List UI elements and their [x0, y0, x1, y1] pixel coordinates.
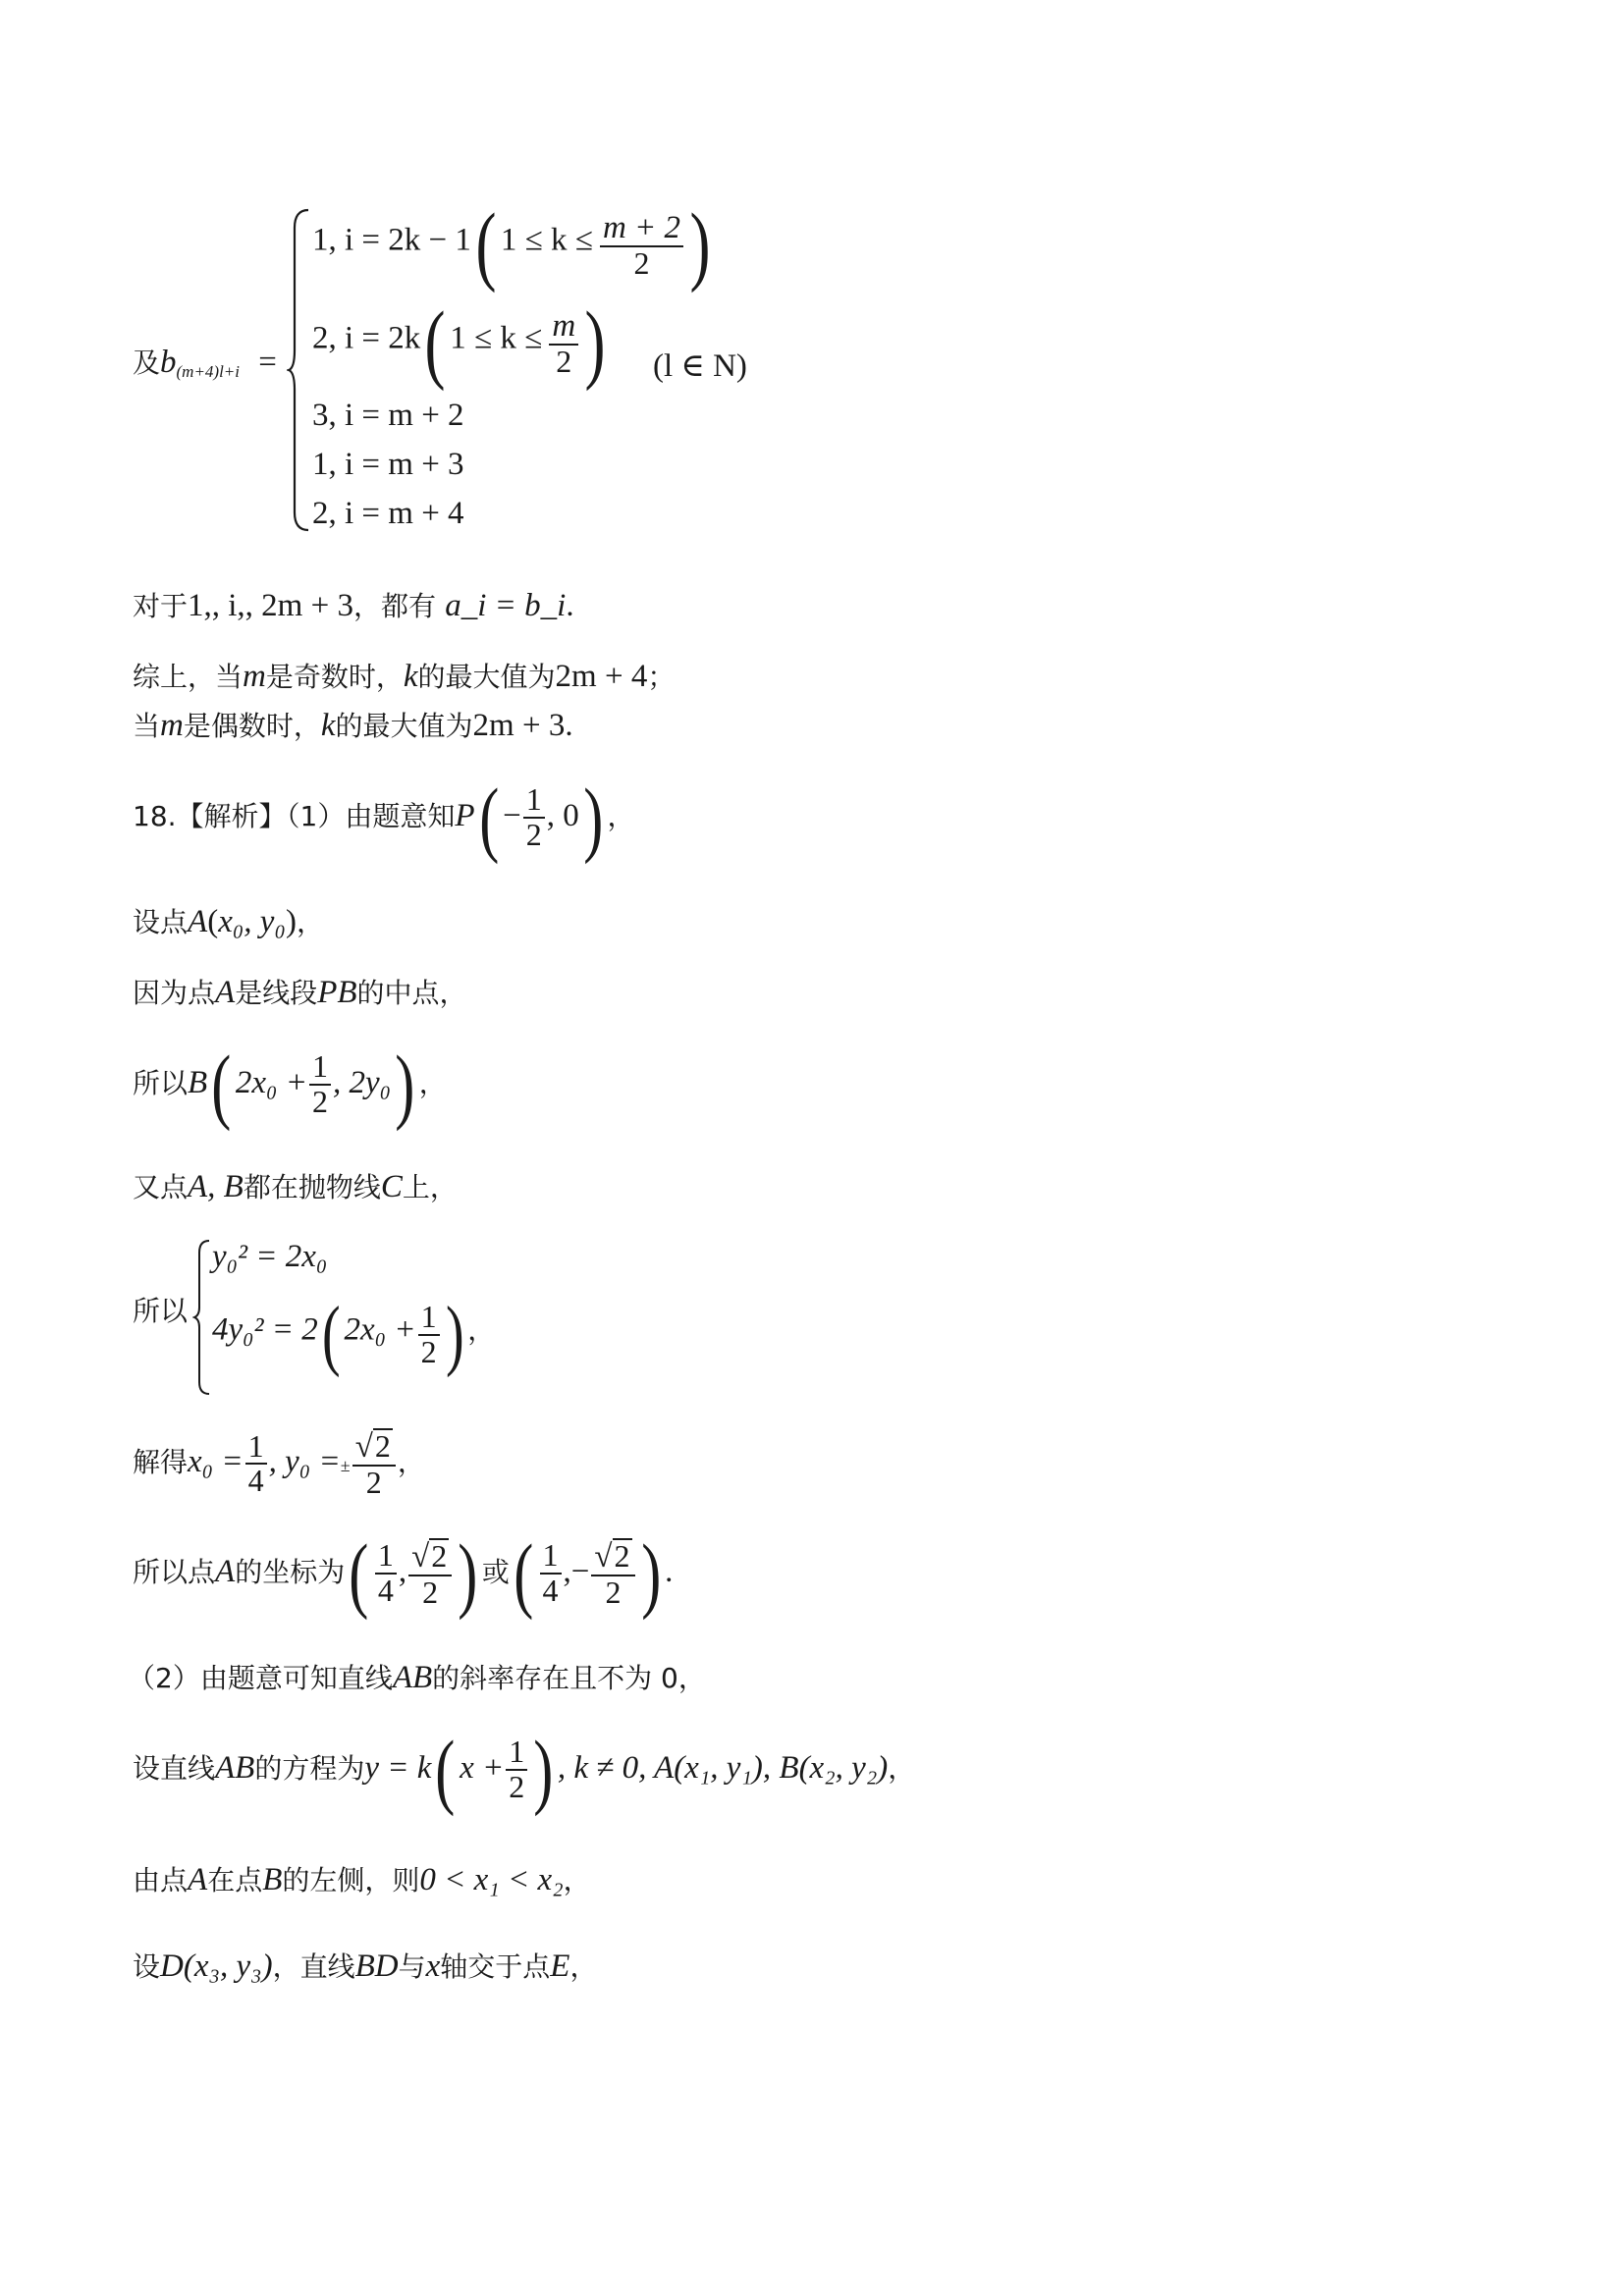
midpoint-line: 因为点A是线段PB的中点，	[133, 975, 467, 1010]
coordinates-line: 所以点A的坐标为( $\frac{1}{4}$ , $\frac{√2}{2}$ ) 或( $\frac{1}{4}$ ,− $\frac{√2}{2}$ ) .	[133, 1526, 674, 1621]
case-5: 2, i = m + 4	[312, 496, 464, 531]
case-1: 1, i = 2k − 1( 1 ≤ k ≤ $\frac{m + 2}{2}$ )	[312, 196, 711, 294]
set-point-a: 设点A(x₀, y₀)，	[133, 904, 324, 939]
line-summary-even: 当m是偶数时，k的最大值为2m + 3.	[133, 708, 573, 743]
case-2: 2, i = 2k( 1 ≤ k ≤ $\frac{m}{2}$ )	[312, 294, 606, 392]
point-b-line: 所以B( 2x₀ + $\frac{1}{2}$ , 2y₀) ，	[133, 1038, 447, 1132]
piecewise-brace	[287, 208, 312, 532]
system-eq-2: 4y₀² = 2( 2x₀ + $\frac{1}{2}$ ) ，	[212, 1292, 496, 1378]
solution-line: 解得x₀ = $\frac{1}{4}$ , y₀ =± $\frac{√2}{2}$ ，	[133, 1427, 425, 1500]
on-parabola-line: 又点A, B都在抛物线C上，	[133, 1169, 458, 1204]
piecewise-condition: (l ∈ N)	[653, 348, 747, 384]
system-brace	[192, 1239, 212, 1396]
system-lead: 所以	[133, 1295, 189, 1327]
point-d-line: 设D(x₃, y₃)，直线BD与x轴交于点E，	[133, 1949, 598, 1984]
line-for-all: 对于1,, i,, 2m + 3，都有 a_i = b_i.	[133, 588, 574, 623]
system-eq-1: y₀² = 2x₀	[212, 1239, 328, 1274]
part2-line: （2）由题意可知直线AB的斜率存在且不为 0，	[128, 1660, 706, 1695]
left-side-line: 由点A在点B的左侧，则0 < x₁ < x₂，	[133, 1862, 591, 1897]
line-summary-odd: 综上，当m是奇数时，k的最大值为2m + 4；	[133, 659, 676, 694]
q18-header: 18.【解析】（1）由题意知P( − $\frac{1}{2}$ , 0) ，	[133, 771, 635, 865]
case-3: 3, i = m + 2	[312, 398, 464, 433]
line-equation: 设直线AB的方程为y = k( x + $\frac{1}{2}$ ) , k ≠ 0, A(x₁, y₁), B(x₂, y₂)，	[133, 1723, 916, 1817]
piecewise-lead: 及$b_{(m+4)l+i}$ =	[133, 345, 277, 382]
case-4: 1, i = m + 3	[312, 447, 464, 482]
